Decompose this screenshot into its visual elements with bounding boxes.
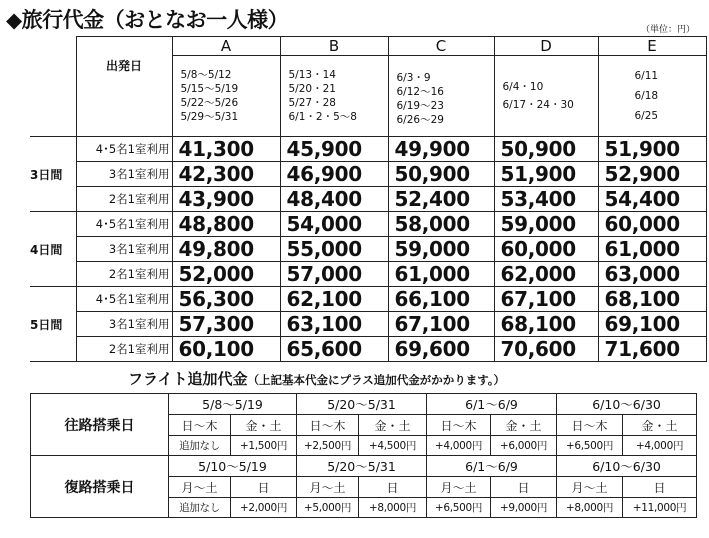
flight-table	[30, 393, 697, 518]
day-range: 日〜木	[169, 415, 231, 436]
outbound-period: 6/10〜6/30	[557, 394, 697, 415]
price-cell: 69,100	[598, 312, 706, 337]
price-cell: 59,000	[494, 212, 598, 237]
date-line: 6/3・9	[396, 72, 431, 84]
column-header-row	[30, 37, 706, 56]
outbound-period: 5/20〜5/31	[297, 394, 427, 415]
return-period: 6/10〜6/30	[557, 456, 697, 477]
dates-c	[388, 56, 494, 137]
day-range: 日	[359, 477, 427, 498]
occupancy-label: 3名1室利用	[76, 312, 172, 337]
occupancy-label: 4･5名1室利用	[76, 137, 172, 162]
price-cell: 57,300	[172, 312, 280, 337]
surcharge-cell: +4,500円	[359, 436, 427, 456]
price-cell: 52,000	[172, 262, 280, 287]
price-cell: 66,100	[388, 287, 494, 312]
stay-4days: 4日間	[30, 212, 76, 287]
price-cell: 56,300	[172, 287, 280, 312]
return-period: 5/20〜5/31	[297, 456, 427, 477]
price-cell: 54,000	[280, 212, 388, 237]
date-line: 6/26〜29	[396, 114, 444, 126]
price-cell: 68,100	[598, 287, 706, 312]
surcharge-cell: +8,000円	[557, 498, 623, 518]
price-cell: 57,000	[280, 262, 388, 287]
price-cell: 67,100	[388, 312, 494, 337]
date-line: 5/20・21	[288, 83, 336, 95]
occupancy-label: 2名1室利用	[76, 337, 172, 362]
price-cell: 60,000	[598, 212, 706, 237]
date-line: 5/15〜5/19	[180, 83, 239, 95]
surcharge-cell: +6,500円	[427, 498, 491, 518]
occupancy-label: 2名1室利用	[76, 187, 172, 212]
day-range: 日〜木	[427, 415, 491, 436]
blank-corner	[30, 37, 76, 137]
date-line: 6/18	[634, 90, 659, 102]
price-cell: 67,100	[494, 287, 598, 312]
outbound-period-row	[31, 394, 697, 415]
surcharge-cell: +5,000円	[297, 498, 359, 518]
price-cell: 62,100	[280, 287, 388, 312]
occupancy-label: 4･5名1室利用	[76, 212, 172, 237]
surcharge-cell: +1,500円	[231, 436, 297, 456]
date-line: 5/22〜5/26	[180, 97, 239, 109]
departure-label: 出発日	[76, 37, 172, 137]
surcharge-cell: +9,000円	[491, 498, 557, 518]
price-cell: 52,900	[598, 162, 706, 187]
surcharge-cell: +6,000円	[491, 436, 557, 456]
price-row	[30, 187, 706, 212]
date-line: 5/27・28	[288, 97, 336, 109]
surcharge-cell: +2,500円	[297, 436, 359, 456]
day-range: 月〜土	[169, 477, 231, 498]
price-cell: 65,600	[280, 337, 388, 362]
date-line: 6/4・10	[502, 81, 544, 93]
day-range: 月〜土	[427, 477, 491, 498]
price-cell: 52,400	[388, 187, 494, 212]
column-c: C	[388, 37, 494, 56]
date-line: 6/17・24・30	[502, 99, 574, 111]
flight-title: フライト追加代金	[128, 370, 248, 388]
column-d: D	[494, 37, 598, 56]
column-e: E	[598, 37, 706, 56]
price-cell: 53,400	[494, 187, 598, 212]
price-row	[30, 162, 706, 187]
day-range: 日	[491, 477, 557, 498]
price-cell: 49,900	[388, 137, 494, 162]
price-cell: 69,600	[388, 337, 494, 362]
surcharge-cell: 追加なし	[169, 498, 231, 518]
day-range: 日	[623, 477, 697, 498]
surcharge-cell: +4,000円	[427, 436, 491, 456]
column-b: B	[280, 37, 388, 56]
dates-a	[172, 56, 280, 137]
price-cell: 62,000	[494, 262, 598, 287]
price-cell: 59,000	[388, 237, 494, 262]
price-cell: 71,600	[598, 337, 706, 362]
date-line: 6/19〜23	[396, 100, 444, 112]
page-title: ◆旅行代金（おとなお一人様）	[6, 8, 289, 32]
price-cell: 51,900	[494, 162, 598, 187]
stay-5days: 5日間	[30, 287, 76, 362]
column-a: A	[172, 37, 280, 56]
price-cell: 45,900	[280, 137, 388, 162]
price-row	[30, 137, 706, 162]
surcharge-cell: +2,000円	[231, 498, 297, 518]
price-cell: 49,800	[172, 237, 280, 262]
unit-note: （単位：円）	[640, 25, 695, 35]
outbound-label: 往路搭乗日	[31, 394, 169, 456]
price-cell: 48,800	[172, 212, 280, 237]
day-range: 金・土	[359, 415, 427, 436]
price-cell: 50,900	[494, 137, 598, 162]
day-range: 金・土	[491, 415, 557, 436]
day-range: 金・土	[623, 415, 697, 436]
price-cell: 54,400	[598, 187, 706, 212]
surcharge-cell: +8,000円	[359, 498, 427, 518]
price-cell: 55,000	[280, 237, 388, 262]
price-cell: 60,100	[172, 337, 280, 362]
outbound-period: 5/8〜5/19	[169, 394, 297, 415]
date-line: 5/8〜5/12	[180, 69, 232, 81]
price-cell: 60,000	[494, 237, 598, 262]
flight-section-title	[128, 368, 505, 389]
date-line: 6/25	[634, 110, 659, 122]
surcharge-cell: +4,000円	[623, 436, 697, 456]
price-cell: 48,400	[280, 187, 388, 212]
price-cell: 46,900	[280, 162, 388, 187]
day-range: 日〜木	[297, 415, 359, 436]
price-cell: 42,300	[172, 162, 280, 187]
price-cell: 43,900	[172, 187, 280, 212]
price-row	[30, 287, 706, 312]
stay-3days: 3日間	[30, 137, 76, 212]
price-cell: 50,900	[388, 162, 494, 187]
return-period: 5/10〜5/19	[169, 456, 297, 477]
date-line: 6/1・2・5〜8	[288, 111, 357, 123]
price-row	[30, 237, 706, 262]
occupancy-label: 4･5名1室利用	[76, 287, 172, 312]
price-cell: 70,600	[494, 337, 598, 362]
day-range: 金・土	[231, 415, 297, 436]
price-cell: 61,000	[598, 237, 706, 262]
return-label: 復路搭乗日	[31, 456, 169, 518]
surcharge-cell: +11,000円	[623, 498, 697, 518]
date-line: 5/13・14	[288, 69, 336, 81]
price-cell: 58,000	[388, 212, 494, 237]
price-cell: 61,000	[388, 262, 494, 287]
price-row	[30, 312, 706, 337]
return-period: 6/1〜6/9	[427, 456, 557, 477]
price-cell: 63,000	[598, 262, 706, 287]
dates-e	[598, 56, 706, 137]
date-line: 5/29〜5/31	[180, 111, 239, 123]
day-range: 日〜木	[557, 415, 623, 436]
price-table	[30, 36, 707, 362]
surcharge-cell: +6,500円	[557, 436, 623, 456]
price-row	[30, 337, 706, 362]
price-cell: 68,100	[494, 312, 598, 337]
flight-subtitle: （上記基本代金にプラス追加代金がかかります。）	[247, 373, 506, 387]
day-range: 月〜土	[297, 477, 359, 498]
price-cell: 41,300	[172, 137, 280, 162]
price-cell: 63,100	[280, 312, 388, 337]
date-line: 6/11	[634, 70, 659, 82]
outbound-period: 6/1〜6/9	[427, 394, 557, 415]
day-range: 月〜土	[557, 477, 623, 498]
occupancy-label: 3名1室利用	[76, 237, 172, 262]
price-cell: 51,900	[598, 137, 706, 162]
price-row	[30, 212, 706, 237]
price-row	[30, 262, 706, 287]
date-line: 6/12〜16	[396, 86, 444, 98]
return-period-row	[31, 456, 697, 477]
dates-d	[494, 56, 598, 137]
dates-b	[280, 56, 388, 137]
day-range: 日	[231, 477, 297, 498]
surcharge-cell: 追加なし	[169, 436, 231, 456]
occupancy-label: 3名1室利用	[76, 162, 172, 187]
occupancy-label: 2名1室利用	[76, 262, 172, 287]
